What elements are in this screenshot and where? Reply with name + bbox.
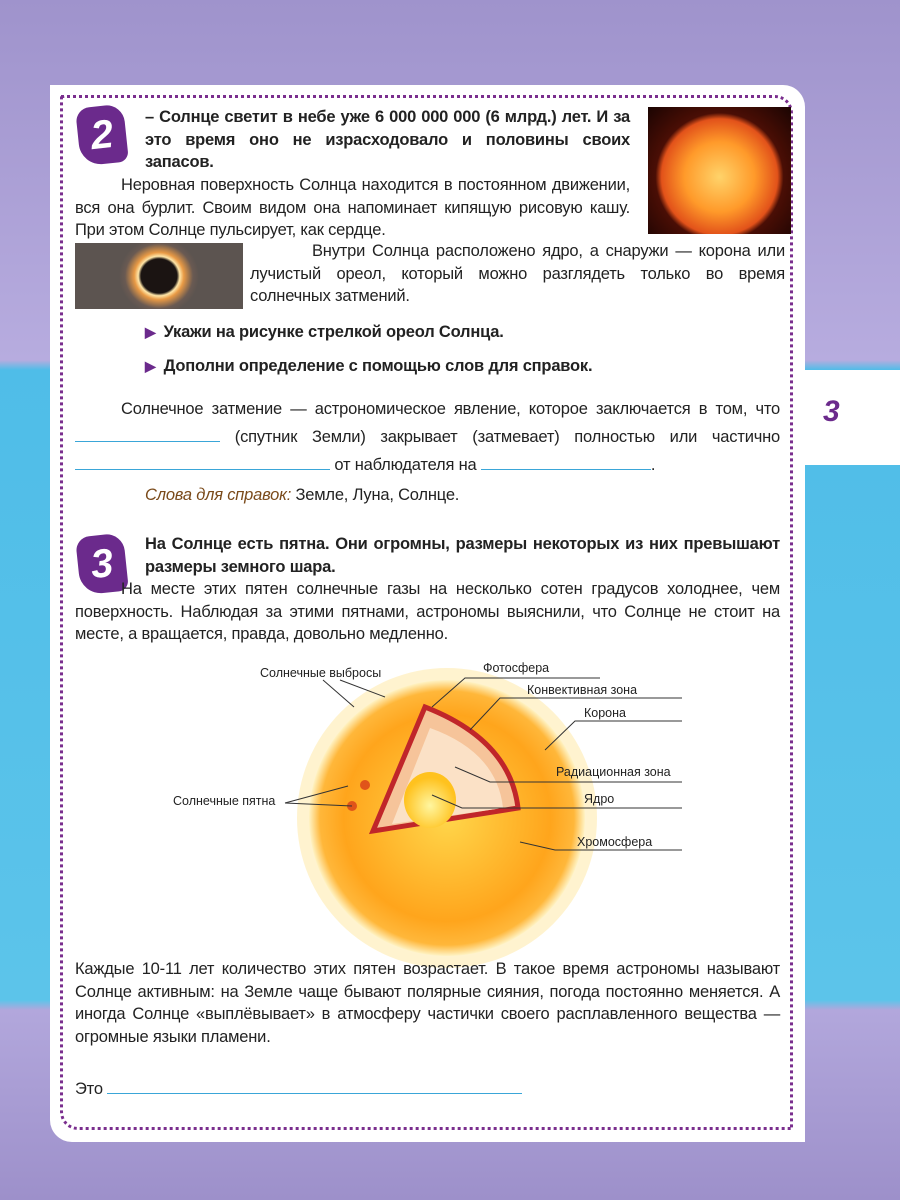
instruction-2-text: Дополни определение с помощью слов для справок.: [163, 357, 593, 375]
label-photosphere: Фотосфера: [483, 661, 550, 675]
page-number: 3: [823, 395, 840, 428]
definition-part-3: от наблюдателя на: [334, 456, 477, 474]
sunspot: [360, 780, 370, 790]
answer-line: [75, 1077, 522, 1101]
definition-part-2: (спутник Земли) закрывает (затмевает) полностью или частично: [234, 428, 780, 446]
task-2-paragraph-1: Неровная поверхность Солнца находится в постоянном движении, вся она бурлит. Своим видом она напоминает кипящую рисовую кашу. При этом Солнце пульсирует, как сердце.: [75, 176, 630, 239]
definition-part-1: Солнечное затмение — астрономическое явление, которое заключается в том, что: [121, 400, 780, 418]
definition-part-4: .: [650, 456, 656, 474]
label-corona: Корона: [584, 706, 626, 720]
triangle-bullet-icon: ▶: [145, 358, 156, 374]
label-sunspots: Солнечные пятна: [173, 794, 276, 808]
answer-field[interactable]: [107, 1077, 522, 1094]
hint-words-list: Земле, Луна, Солнце.: [295, 486, 460, 504]
task-2-paragraph-2: Внутри Солнца расположено ядро, а снаружи — корона или лучистый ореол, который можно разглядеть только во время солнечных затмений.: [250, 242, 785, 305]
task-2-badge: 2: [75, 104, 129, 167]
task-3-intro: На Солнце есть пятна. Они огромны, размеры некоторых из них превышают размеры земного шара.: [145, 535, 780, 576]
instruction-1-text: Укажи на рисунке стрелкой ореол Солнца.: [163, 323, 504, 341]
answer-prefix: Это: [75, 1080, 103, 1098]
sun-core: [404, 772, 456, 828]
task-3-paragraph-1: На месте этих пятен солнечные газы на несколько сотен градусов холоднее, чем поверхность. Наблюдая за этими пятнами, астрономы выяснили, что Солнце не стоит на месте, а вращается, правда, довольно медленно.: [75, 580, 780, 643]
label-core: Ядро: [584, 792, 615, 806]
label-chromosphere: Хромосфера: [577, 835, 653, 849]
label-convective-zone: Конвективная зона: [527, 683, 638, 697]
label-radiative-zone: Радиационная зона: [556, 765, 671, 779]
triangle-bullet-icon: ▶: [145, 324, 156, 340]
hint-label: Слова для справок:: [145, 486, 292, 504]
task-2-intro: – Солнце светит в небе уже 6 000 000 000 (6 млрд.) лет. И за это время оно не израсходовало и половины своих запасов.: [145, 108, 630, 171]
task-3-paragraph-2: Каждые 10-11 лет количество этих пятен возрастает. В такое время астрономы называют Солнце активным: на Земле чаще бывают полярные сияния, погода постоянно меняется. А иногда Солнце «выплёвывает» в атмосферу частички своего расплавленного вещества — огромные языки пламени.: [75, 960, 780, 1046]
task-3-badge: 3: [75, 533, 129, 596]
label-solar-ejections: Солнечные выбросы: [260, 666, 382, 680]
